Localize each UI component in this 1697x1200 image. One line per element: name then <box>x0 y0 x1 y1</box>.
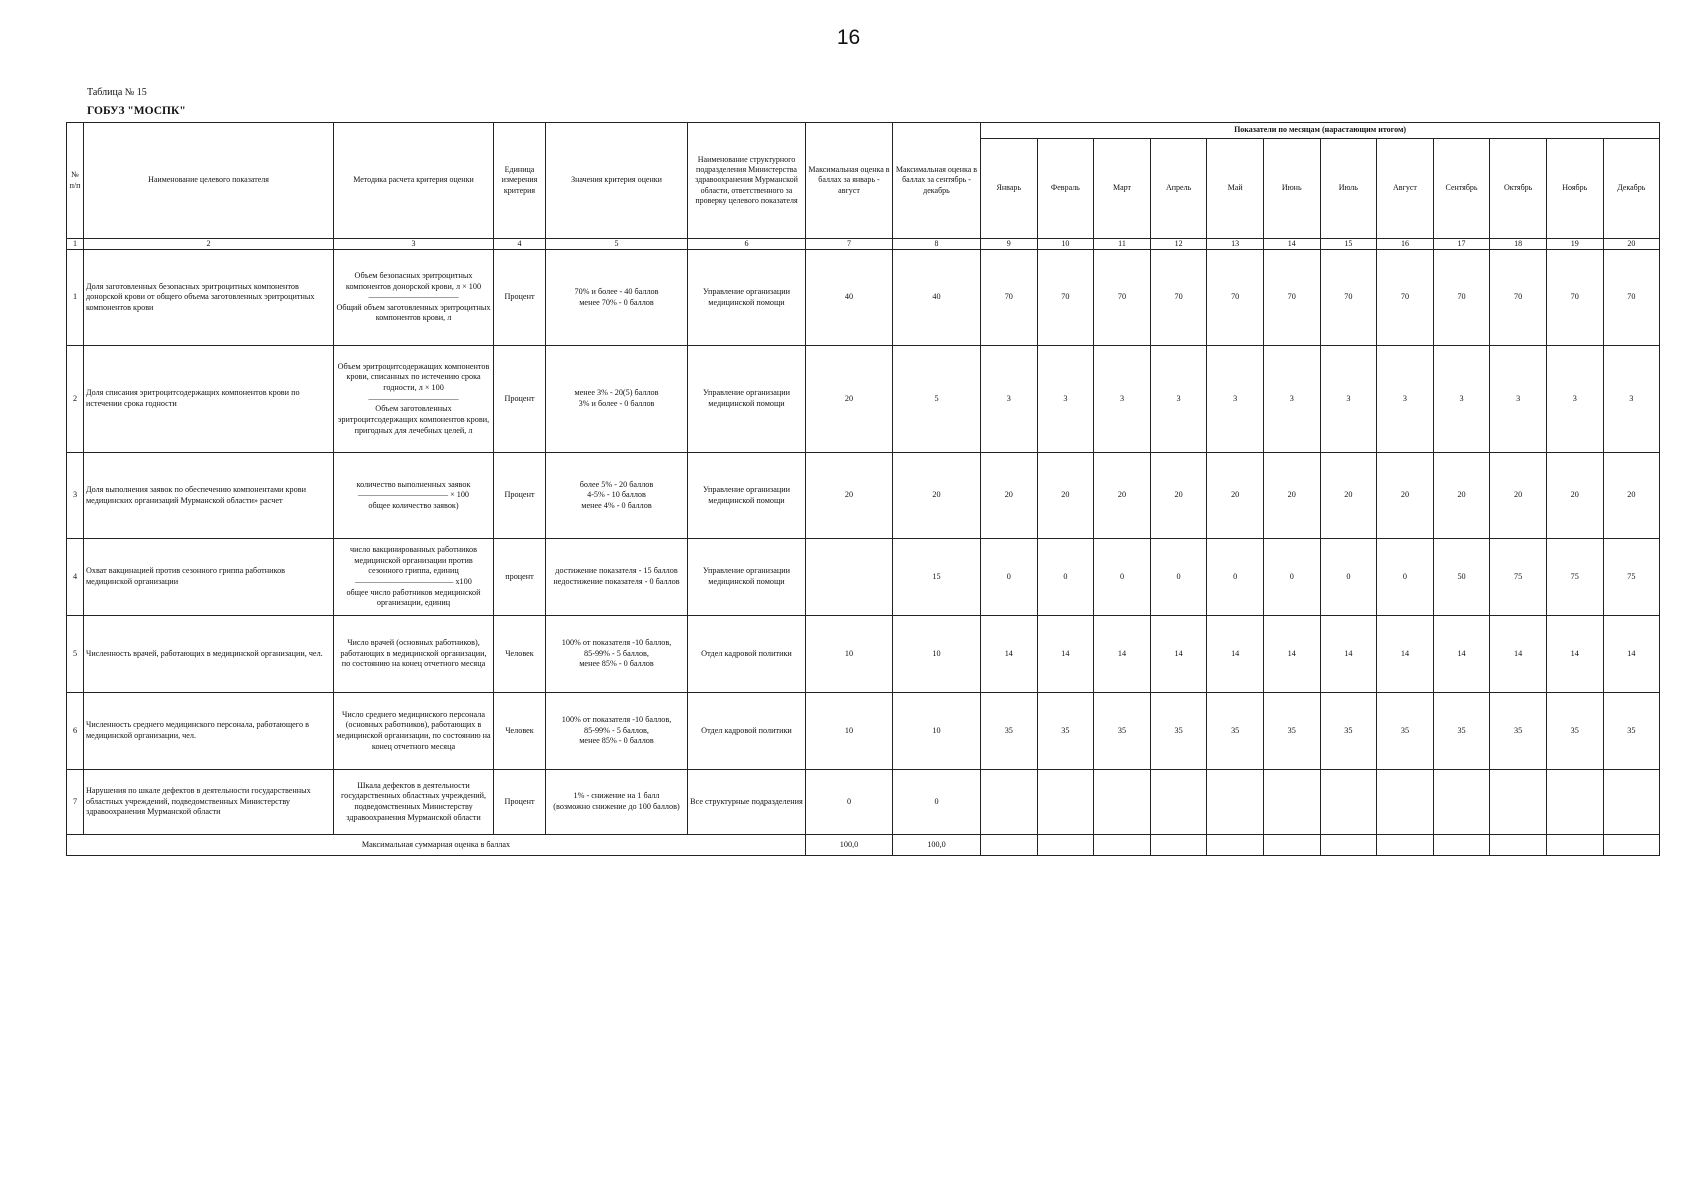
indicator-name: Доля выполнения заявок по обеспечению компонентами крови медицинских организаций Мурманской области» расчет <box>84 453 334 539</box>
header-month: Ноябрь <box>1546 139 1603 239</box>
total-month-value <box>1037 835 1094 856</box>
table-row <box>67 693 1660 770</box>
header-month: Декабрь <box>1603 139 1660 239</box>
month-value: 14 <box>1094 616 1151 693</box>
calculation-method: Шкала дефектов в деятельности государственных областных учреждений, подведомственных Министерству здравоохранения Мурманской области <box>334 770 494 835</box>
month-value: 14 <box>1320 616 1377 693</box>
column-number: 16 <box>1377 239 1434 250</box>
month-value: 20 <box>1094 453 1151 539</box>
total-month-value <box>981 835 1038 856</box>
month-value: 70 <box>1320 250 1377 346</box>
month-value: 70 <box>1546 250 1603 346</box>
calculation-method: число вакцинированных работников медицинской организации против сезонного гриппа, единиц ———————————— х100 общее число работников медицинской организации, единиц <box>334 539 494 616</box>
column-number: 6 <box>688 239 806 250</box>
page-number: 16 <box>836 26 861 49</box>
unit-of-measure: Процент <box>494 346 546 453</box>
month-value: 35 <box>1603 693 1660 770</box>
criteria-values: 70% и более - 40 баллов менее 70% - 0 баллов <box>546 250 688 346</box>
calculation-method: Объем безопасных эритроцитных компонентов донорской крови, л × 100 ——————————— Общий объем заготовленных эритроцитных компонентов крови, л <box>334 250 494 346</box>
month-value: 20 <box>1263 453 1320 539</box>
column-number: 7 <box>806 239 893 250</box>
month-value: 0 <box>1207 539 1264 616</box>
row-number: 3 <box>67 453 84 539</box>
month-value: 35 <box>1320 693 1377 770</box>
month-value: 20 <box>1603 453 1660 539</box>
total-month-value <box>1263 835 1320 856</box>
header-unit: Единица измерения критерия <box>494 123 546 239</box>
month-value <box>1433 770 1490 835</box>
month-value: 14 <box>1037 616 1094 693</box>
header-month: Февраль <box>1037 139 1094 239</box>
table-row <box>67 770 1660 835</box>
month-value: 75 <box>1546 539 1603 616</box>
table-row <box>67 616 1660 693</box>
month-value: 3 <box>1263 346 1320 453</box>
month-value: 20 <box>1490 453 1547 539</box>
column-number: 9 <box>981 239 1038 250</box>
month-value: 35 <box>1263 693 1320 770</box>
indicator-name: Доля списания эритроцитсодержащих компонентов крови по истечении срока годности <box>84 346 334 453</box>
month-value: 0 <box>1263 539 1320 616</box>
month-value: 50 <box>1433 539 1490 616</box>
responsible-department: Отдел кадровой политики <box>688 616 806 693</box>
month-value: 70 <box>1603 250 1660 346</box>
month-value: 70 <box>1150 250 1207 346</box>
month-value: 3 <box>1490 346 1547 453</box>
header-name: Наименование целевого показателя <box>84 123 334 239</box>
row-number: 7 <box>67 770 84 835</box>
month-value: 70 <box>1094 250 1151 346</box>
month-value: 70 <box>1377 250 1434 346</box>
header-month: Июль <box>1320 139 1377 239</box>
month-value: 14 <box>1433 616 1490 693</box>
column-number: 4 <box>494 239 546 250</box>
max-score-jan-aug: 20 <box>806 346 893 453</box>
calculation-method: Число среднего медицинского персонала (основных работников), работающих в медицинской организации, по состоянию на конец отчетного месяца <box>334 693 494 770</box>
column-number: 10 <box>1037 239 1094 250</box>
calculation-method: количество выполненных заявок ——————————— × 100 общее количество заявок) <box>334 453 494 539</box>
header-month: Октябрь <box>1490 139 1547 239</box>
month-value <box>1320 770 1377 835</box>
header-max-jan-aug: Максимальная оценка в баллах за январь - август <box>806 123 893 239</box>
unit-of-measure: Процент <box>494 770 546 835</box>
month-value: 14 <box>981 616 1038 693</box>
table-row <box>67 250 1660 346</box>
month-value <box>1150 770 1207 835</box>
column-number: 3 <box>334 239 494 250</box>
column-number: 15 <box>1320 239 1377 250</box>
month-value: 3 <box>1433 346 1490 453</box>
responsible-department: Отдел кадровой политики <box>688 693 806 770</box>
criteria-values: достижение показателя - 15 баллов недостижение показателя - 0 баллов <box>546 539 688 616</box>
month-value: 0 <box>1320 539 1377 616</box>
month-value: 0 <box>1094 539 1151 616</box>
max-score-sep-dec: 10 <box>893 693 981 770</box>
criteria-values: 100% от показателя -10 баллов, 85-99% - 5 баллов, менее 85% - 0 баллов <box>546 693 688 770</box>
month-value <box>1207 770 1264 835</box>
month-value: 0 <box>1037 539 1094 616</box>
month-value: 20 <box>1320 453 1377 539</box>
total-month-value <box>1094 835 1151 856</box>
header-month: Июнь <box>1263 139 1320 239</box>
month-value: 35 <box>1490 693 1547 770</box>
month-value: 14 <box>1377 616 1434 693</box>
organization-title: ГОБУЗ "МОСПК" <box>87 105 186 117</box>
month-value: 20 <box>1377 453 1434 539</box>
row-number: 4 <box>67 539 84 616</box>
total-month-value <box>1433 835 1490 856</box>
month-value: 0 <box>1377 539 1434 616</box>
max-score-sep-dec: 20 <box>893 453 981 539</box>
month-value <box>1377 770 1434 835</box>
month-value: 3 <box>1546 346 1603 453</box>
responsible-department: Управление организации медицинской помощи <box>688 453 806 539</box>
month-value: 3 <box>1320 346 1377 453</box>
column-number: 2 <box>84 239 334 250</box>
calculation-method: Объем эритроцитсодержащих компонентов крови, списанных по истечению срока годности, л × 100 ——————————— Объем заготовленных эритроцитсодержащих компонентов крови, пригодных для лечебных целей, л <box>334 346 494 453</box>
month-value: 3 <box>1037 346 1094 453</box>
month-value: 3 <box>1603 346 1660 453</box>
month-value: 14 <box>1150 616 1207 693</box>
total-month-value <box>1546 835 1603 856</box>
total-row <box>67 835 1660 856</box>
month-value: 14 <box>1207 616 1264 693</box>
criteria-values: 100% от показателя -10 баллов, 85-99% - 5 баллов, менее 85% - 0 баллов <box>546 616 688 693</box>
table-row <box>67 539 1660 616</box>
max-score-jan-aug: 40 <box>806 250 893 346</box>
month-value <box>981 770 1038 835</box>
indicators-table <box>66 122 1660 856</box>
max-score-jan-aug: 20 <box>806 453 893 539</box>
total-month-value <box>1207 835 1264 856</box>
total-label: Максимальная суммарная оценка в баллах <box>67 835 806 856</box>
unit-of-measure: процент <box>494 539 546 616</box>
total-max2: 100,0 <box>893 835 981 856</box>
table-caption: Таблица № 15 <box>87 87 147 98</box>
total-month-value <box>1150 835 1207 856</box>
header-month: Апрель <box>1150 139 1207 239</box>
month-value: 70 <box>1490 250 1547 346</box>
month-value <box>1603 770 1660 835</box>
row-number: 1 <box>67 250 84 346</box>
column-number: 20 <box>1603 239 1660 250</box>
month-value: 70 <box>1207 250 1264 346</box>
month-value: 0 <box>1150 539 1207 616</box>
responsible-department: Управление организации медицинской помощи <box>688 346 806 453</box>
table-row <box>67 346 1660 453</box>
month-value: 3 <box>1094 346 1151 453</box>
max-score-sep-dec: 10 <box>893 616 981 693</box>
header-month: Март <box>1094 139 1151 239</box>
column-number: 19 <box>1546 239 1603 250</box>
total-month-value <box>1320 835 1377 856</box>
month-value: 20 <box>1037 453 1094 539</box>
month-value: 35 <box>981 693 1038 770</box>
header-month: Сентябрь <box>1433 139 1490 239</box>
month-value: 20 <box>1150 453 1207 539</box>
month-value: 35 <box>1433 693 1490 770</box>
responsible-department: Управление организации медицинской помощи <box>688 539 806 616</box>
column-number: 1 <box>67 239 84 250</box>
total-month-value <box>1490 835 1547 856</box>
month-value: 20 <box>1207 453 1264 539</box>
unit-of-measure: Человек <box>494 693 546 770</box>
row-number: 2 <box>67 346 84 453</box>
header-num: № п/п <box>67 123 84 239</box>
column-number: 12 <box>1150 239 1207 250</box>
month-value: 70 <box>981 250 1038 346</box>
month-value: 70 <box>1263 250 1320 346</box>
criteria-values: 1% - снижение на 1 балл (возможно снижение до 100 баллов) <box>546 770 688 835</box>
unit-of-measure: Человек <box>494 616 546 693</box>
header-month: Май <box>1207 139 1264 239</box>
column-number: 14 <box>1263 239 1320 250</box>
max-score-jan-aug <box>806 539 893 616</box>
month-value: 35 <box>1377 693 1434 770</box>
month-value <box>1094 770 1151 835</box>
indicator-name: Доля заготовленных безопасных эритроцитных компонентов донорской крови от общего объема заготовленных эритроцитных компонентов крови <box>84 250 334 346</box>
month-value: 70 <box>1037 250 1094 346</box>
column-number: 13 <box>1207 239 1264 250</box>
month-value: 70 <box>1433 250 1490 346</box>
month-value: 35 <box>1150 693 1207 770</box>
column-number: 18 <box>1490 239 1547 250</box>
indicator-name: Охват вакцинацией против сезонного гриппа работников медицинской организации <box>84 539 334 616</box>
month-value <box>1263 770 1320 835</box>
header-dept: Наименование структурного подразделения Министерства здравоохранения Мурманской области, ответственного за проверку целевого показателя <box>688 123 806 239</box>
max-score-sep-dec: 40 <box>893 250 981 346</box>
header-months-group: Показатели по месяцам (нарастающим итогом) <box>981 123 1660 139</box>
column-number: 11 <box>1094 239 1151 250</box>
column-number: 17 <box>1433 239 1490 250</box>
total-max1: 100,0 <box>806 835 893 856</box>
total-month-value <box>1377 835 1434 856</box>
indicator-name: Численность среднего медицинского персонала, работающего в медицинской организации, чел. <box>84 693 334 770</box>
row-number: 6 <box>67 693 84 770</box>
column-number: 5 <box>546 239 688 250</box>
month-value: 3 <box>1377 346 1434 453</box>
max-score-sep-dec: 5 <box>893 346 981 453</box>
month-value: 20 <box>981 453 1038 539</box>
table-row <box>67 453 1660 539</box>
month-value <box>1546 770 1603 835</box>
max-score-sep-dec: 0 <box>893 770 981 835</box>
responsible-department: Управление организации медицинской помощи <box>688 250 806 346</box>
max-score-jan-aug: 0 <box>806 770 893 835</box>
month-value: 20 <box>1546 453 1603 539</box>
indicator-name: Численность врачей, работающих в медицинской организации, чел. <box>84 616 334 693</box>
header-month: Январь <box>981 139 1038 239</box>
header-method: Методика расчета критерия оценки <box>334 123 494 239</box>
month-value: 14 <box>1263 616 1320 693</box>
max-score-jan-aug: 10 <box>806 693 893 770</box>
criteria-values: менее 3% - 20(5) баллов 3% и более - 0 баллов <box>546 346 688 453</box>
month-value: 75 <box>1603 539 1660 616</box>
header-criteria: Значения критерия оценки <box>546 123 688 239</box>
month-value <box>1037 770 1094 835</box>
column-number: 8 <box>893 239 981 250</box>
month-value <box>1490 770 1547 835</box>
month-value: 35 <box>1546 693 1603 770</box>
month-value: 14 <box>1603 616 1660 693</box>
month-value: 35 <box>1037 693 1094 770</box>
calculation-method: Число врачей (основных работников), работающих в медицинской организации, по состоянию на конец отчетного месяца <box>334 616 494 693</box>
indicator-name: Нарушения по шкале дефектов в деятельности государственных областных учреждений, подведомственных Министерству здравоохранения Мурманской области <box>84 770 334 835</box>
month-value: 3 <box>981 346 1038 453</box>
criteria-values: более 5% - 20 баллов 4-5% - 10 баллов менее 4% - 0 баллов <box>546 453 688 539</box>
month-value: 3 <box>1150 346 1207 453</box>
month-value: 14 <box>1546 616 1603 693</box>
month-value: 20 <box>1433 453 1490 539</box>
header-max-sep-dec: Максимальная оценка в баллах за сентябрь - декабрь <box>893 123 981 239</box>
month-value: 75 <box>1490 539 1547 616</box>
month-value: 0 <box>981 539 1038 616</box>
month-value: 35 <box>1094 693 1151 770</box>
month-value: 14 <box>1490 616 1547 693</box>
unit-of-measure: Процент <box>494 250 546 346</box>
row-number: 5 <box>67 616 84 693</box>
max-score-sep-dec: 15 <box>893 539 981 616</box>
responsible-department: Все структурные подразделения <box>688 770 806 835</box>
total-month-value <box>1603 835 1660 856</box>
month-value: 35 <box>1207 693 1264 770</box>
unit-of-measure: Процент <box>494 453 546 539</box>
max-score-jan-aug: 10 <box>806 616 893 693</box>
header-month: Август <box>1377 139 1434 239</box>
month-value: 3 <box>1207 346 1264 453</box>
